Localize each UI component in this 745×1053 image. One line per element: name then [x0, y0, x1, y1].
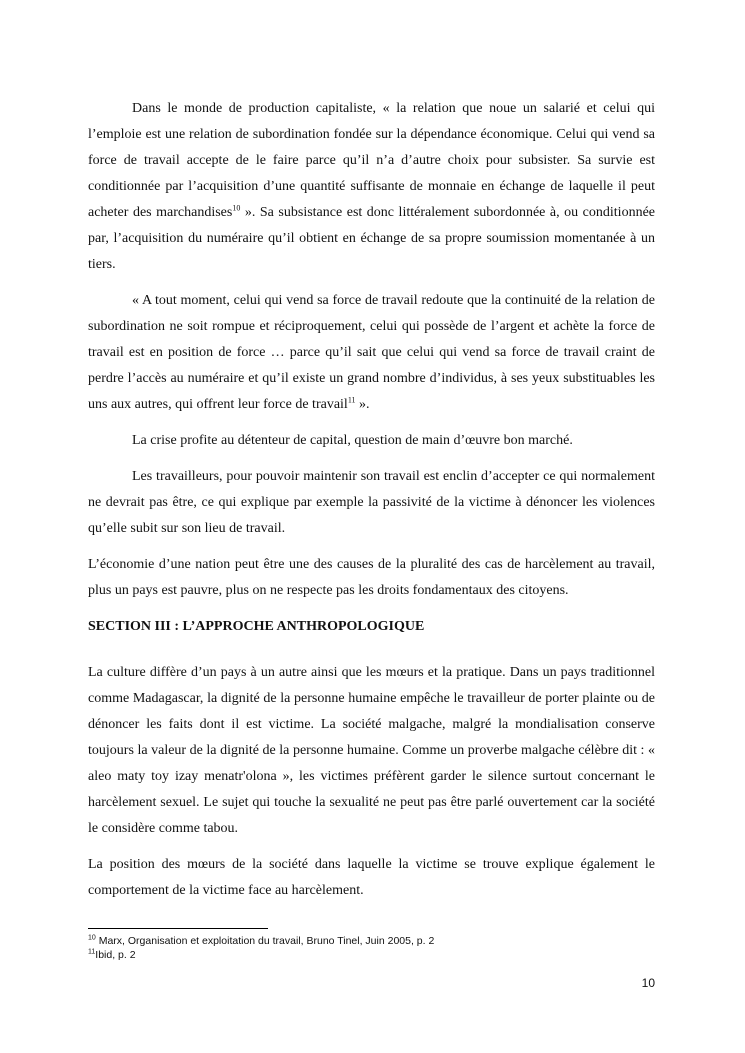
footnote-ref-10[interactable]: 10 — [232, 203, 241, 213]
footnote-11: $^{11}$Ibid, p. 2 — [88, 948, 136, 961]
page-number: 10 — [641, 976, 655, 990]
paragraph-mores: La position des mœurs de la société dans laquelle la victime se trouve explique également le comportement de la victime face au harcèlement. — [88, 857, 655, 898]
section-heading: SECTION III : L’APPROCHE ANTHROPOLOGIQUE — [88, 619, 425, 634]
footnote-separator — [88, 928, 268, 929]
paragraph-capitalist-relation: Dans le monde de production capitaliste, « la relation que noue un salarié et celui qui l’emploie est une relation de subordination fondée sur la dépendance économique. Celui qui vend sa force de travail accepte de le faire parce qu’il n’a d’autre choix pour subsister. Sa survie est conditionnée par l’acquisition d’une quantité suffisante de monnaie en échange de laquelle il peut acheter des marchandises$^{10}$ ». Sa subsistance est donc littéralement subordonnée à, ou conditionnée par, l’acquisition du numéraire qu’il obtient en échange de sa propre soumission momentanée à un tiers. — [88, 101, 655, 272]
footnotes — [88, 934, 655, 962]
paragraph-subordination-quote: « A tout moment, celui qui vend sa force de travail redoute que la continuité de la relation de subordination ne soit rompue et réciproquement, celui qui possède de l’argent et achète la force de travail est en position de force … parce qu’il sait que celui qui vend sa force de travail craint de perdre l’accès au numéraire et qu’il existe un grand nombre d’individus, à ses yeux substituables les uns aux autres, qui offrent leur force de travail$^{11}$ ». — [88, 293, 655, 412]
paragraph-crisis: La crise profite au détenteur de capital, question de main d’œuvre bon marché. — [132, 433, 573, 448]
paragraph-culture: La culture diffère d’un pays à un autre ainsi que les mœurs et la pratique. Dans un pays traditionnel comme Madagascar, la dignité de la personne humaine empêche le travailleur de porter plainte ou de dénoncer les faits dont il est victime. La société malgache, malgré la mondialisation conserve toujours la valeur de la dignité de la personne humaine. Comme un proverbe malgache célèbre dit : « aleo maty toy izay menatr'olona », les victimes préfèrent garder le silence surtout concernant le harcèlement sexuel. Le sujet qui touche la sexualité ne peut pas être parlé ouvertement car la société le considère comme tabou. — [88, 665, 655, 836]
paragraph-economy: L’économie d’une nation peut être une des causes de la pluralité des cas de harcèlement au travail, plus un pays est pauvre, plus on ne respecte pas les droits fondamentaux des citoyens. — [88, 557, 655, 598]
document-body — [88, 96, 655, 914]
paragraph-workers: Les travailleurs, pour pouvoir maintenir son travail est enclin d’accepter ce qui normalement ne devrait pas être, ce qui explique par exemple la passivité de la victime à dénoncer les violences qu’elle subit sur son lieu de travail. — [88, 469, 655, 536]
footnote-ref-11[interactable]: 11 — [347, 395, 356, 405]
footnote-10: $^{10}$ Marx, Organisation et exploitation du travail, Bruno Tinel, Juin 2005, p. 2 — [88, 934, 435, 947]
